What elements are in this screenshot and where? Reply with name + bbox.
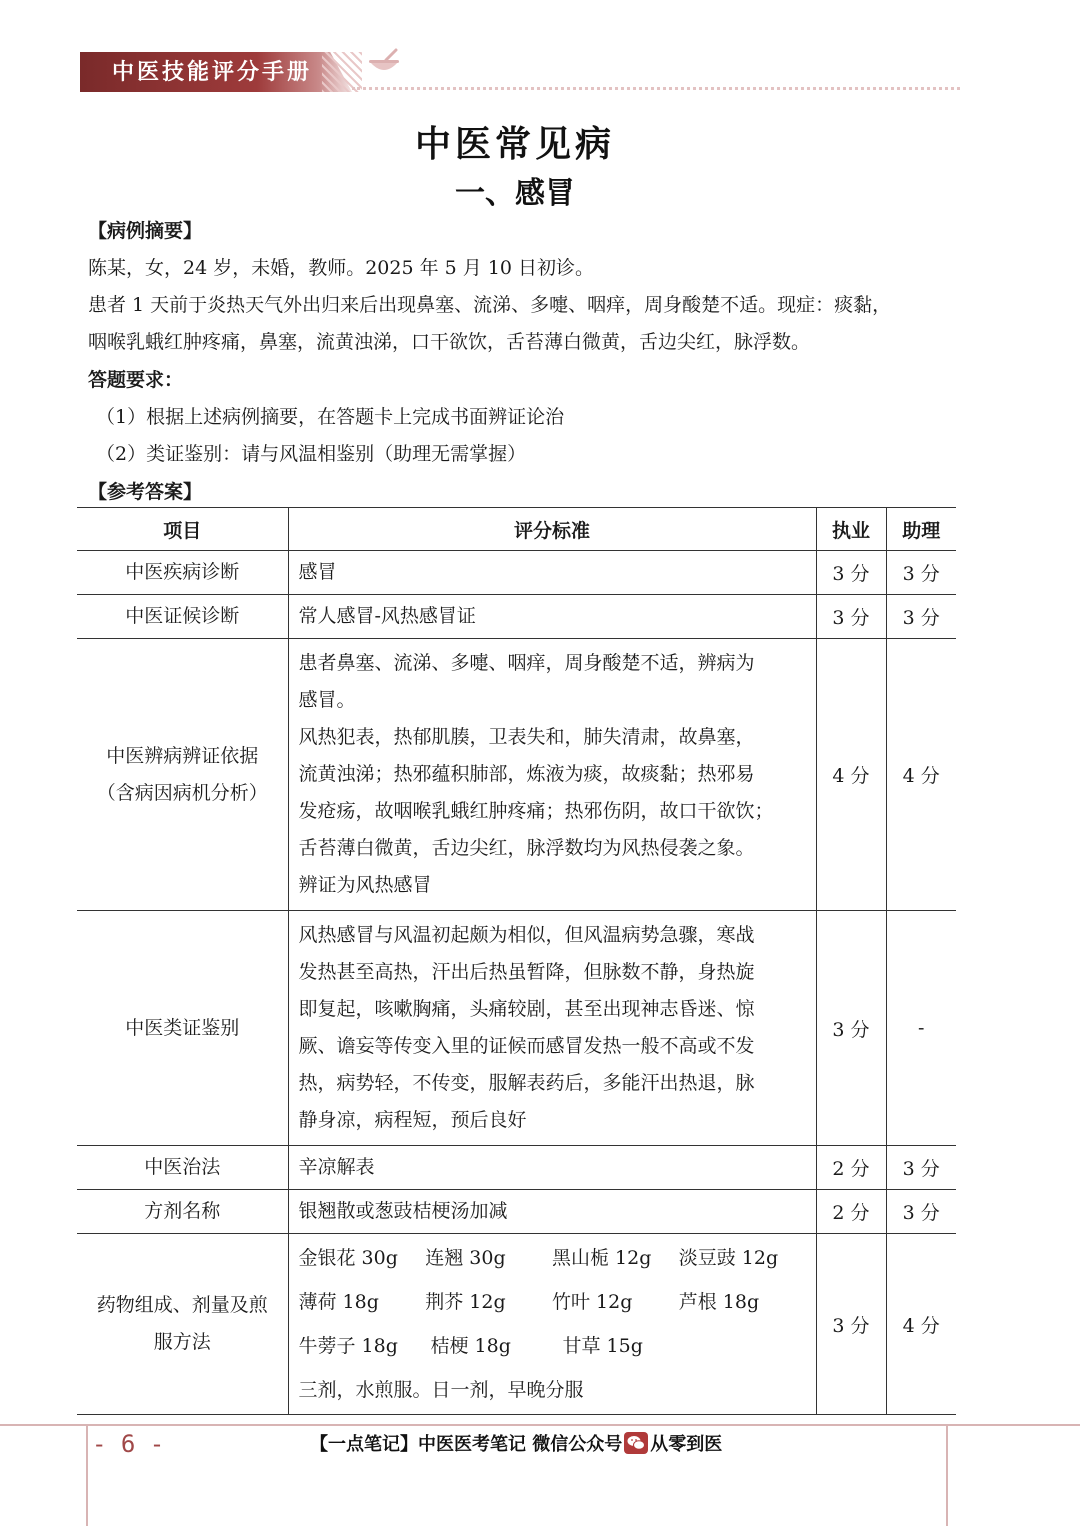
herb-item: 淡豆豉 12g xyxy=(678,1247,779,1269)
criteria-line: 流黄浊涕；热邪蕴积肺部，炼液为痰，故痰黏；热邪易 xyxy=(298,763,755,785)
chapter-title: 一、感冒 xyxy=(455,176,575,211)
row-score-zhuli: 3 分 xyxy=(886,1190,956,1234)
footer-rule xyxy=(0,1424,1080,1426)
row-criteria: 感冒 xyxy=(288,551,816,595)
row-score-zhuli: - xyxy=(886,911,956,1146)
table-row xyxy=(77,911,956,1146)
herb-item: 薄荷 18g xyxy=(298,1291,379,1313)
usage-instructions: 三剂，水煎服。日一剂，早晚分服 xyxy=(298,1379,584,1401)
wechat-icon xyxy=(624,1432,648,1454)
table-header-row xyxy=(77,508,956,551)
page-number: - 6 - xyxy=(92,1430,165,1458)
criteria-line: 热，病势轻，不传变，服解表药后，多能汗出热退，脉 xyxy=(298,1072,755,1094)
header-stripes xyxy=(322,52,362,92)
table-row xyxy=(77,1234,956,1415)
herb-row xyxy=(299,1280,806,1324)
herb-row xyxy=(299,1324,806,1368)
herb-item: 牛蒡子 18g xyxy=(298,1335,398,1357)
row-score-zhiye: 4 分 xyxy=(816,639,886,911)
row-item: 中医疾病诊断 xyxy=(77,551,288,595)
header-dotted-line xyxy=(352,87,960,90)
criteria-line: 风热感冒与风温初起颇为相似，但风温病势急骤，寒战 xyxy=(298,924,755,946)
requirement-2: （2）类证鉴别：请与风温相鉴别（助理无需掌握） xyxy=(96,443,527,465)
row-item: 中医类证鉴别 xyxy=(77,911,288,1146)
row-item: 中医治法 xyxy=(77,1146,288,1190)
criteria-line: 发疮疡，故咽喉乳蛾红肿疼痛；热邪伤阴，故口干欲饮； xyxy=(298,800,774,822)
header-zhuli: 助理 xyxy=(886,508,956,551)
row-score-zhiye: 2 分 xyxy=(816,1190,886,1234)
table-row xyxy=(77,551,956,595)
row-criteria xyxy=(288,1234,816,1415)
scoring-table xyxy=(77,507,956,1415)
row-score-zhiye: 2 分 xyxy=(816,1146,886,1190)
row-score-zhiye: 3 分 xyxy=(816,595,886,639)
criteria-line: 即复起，咳嗽胸痛，头痛较剧，甚至出现神志昏迷、惊 xyxy=(298,998,755,1020)
row-item-line: 中医辨病辨证依据 xyxy=(106,744,259,767)
herb-item: 黑山栀 12g xyxy=(552,1247,652,1269)
requirements-heading: 答题要求： xyxy=(88,369,184,391)
criteria-line: 厥、谵妄等传变入里的证候而感冒发热一般不高或不发 xyxy=(298,1035,755,1057)
row-item-line: （含病因病机分析） xyxy=(96,781,268,804)
row-score-zhuli: 3 分 xyxy=(886,551,956,595)
table-row xyxy=(77,639,956,911)
criteria-line: 感冒。 xyxy=(298,689,356,711)
header-item: 项目 xyxy=(77,508,288,551)
section-title: 中医常见病 xyxy=(414,124,615,165)
row-criteria: 银翘散或葱豉桔梗汤加减 xyxy=(288,1190,816,1234)
header-zhiye: 执业 xyxy=(816,508,886,551)
footer-text xyxy=(310,1430,722,1456)
row-score-zhuli: 4 分 xyxy=(886,639,956,911)
row-item xyxy=(77,639,288,911)
mortar-icon xyxy=(366,48,402,78)
row-score-zhiye: 3 分 xyxy=(816,911,886,1146)
header-title: 中医技能评分手册 xyxy=(112,60,313,85)
criteria-line: 发热甚至高热，汗出后热虽暂降，但脉数不静，身热旋 xyxy=(298,961,755,983)
row-score-zhiye: 3 分 xyxy=(816,1234,886,1415)
case-line-3: 咽喉乳蛾红肿疼痛，鼻塞，流黄浊涕，口干欲饮，舌苔薄白微黄，舌边尖红，脉浮数。 xyxy=(88,331,811,353)
herb-item: 桔梗 18g xyxy=(430,1335,511,1357)
row-criteria xyxy=(288,639,816,911)
row-criteria xyxy=(288,911,816,1146)
row-item xyxy=(77,1234,288,1415)
row-criteria: 辛凉解表 xyxy=(288,1146,816,1190)
footer-right-rule xyxy=(946,1426,948,1526)
table-row xyxy=(77,595,956,639)
criteria-line: 舌苔薄白微黄，舌边尖红，脉浮数均为风热侵袭之象。 xyxy=(298,837,755,859)
requirement-1: （1）根据上述病例摘要，在答题卡上完成书面辨证论治 xyxy=(96,406,565,428)
herb-item: 芦根 18g xyxy=(678,1291,760,1313)
herb-item: 连翘 30g xyxy=(425,1247,506,1269)
footer-text-left: 【一点笔记】中医医考笔记 微信公众号 xyxy=(310,1434,623,1455)
footer-left-rule xyxy=(86,1426,88,1526)
row-item: 方剂名称 xyxy=(77,1190,288,1234)
criteria-line: 静身凉，病程短，预后良好 xyxy=(298,1109,527,1131)
answer-heading: 【参考答案】 xyxy=(88,481,203,503)
footer-text-right: 从零到医 xyxy=(650,1434,723,1455)
row-item: 中医证候诊断 xyxy=(77,595,288,639)
table-row xyxy=(77,1190,956,1234)
case-line-2: 患者 1 天前于炎热天气外出归来后出现鼻塞、流涕、多嚏、咽痒，周身酸楚不适。现症：痰黏， xyxy=(88,294,892,316)
herb-item: 竹叶 12g xyxy=(552,1291,633,1313)
row-score-zhuli: 4 分 xyxy=(886,1234,956,1415)
row-criteria: 常人感冒-风热感冒证 xyxy=(288,595,816,639)
herb-item: 金银花 30g xyxy=(298,1247,398,1269)
header-criteria: 评分标准 xyxy=(288,508,816,551)
row-score-zhiye: 3 分 xyxy=(816,551,886,595)
herb-row xyxy=(299,1236,806,1280)
criteria-line: 患者鼻塞、流涕、多嚏、咽痒，周身酸楚不适，辨病为 xyxy=(298,652,755,674)
criteria-line: 风热犯表，热郁肌腠，卫表失和，肺失清肃，故鼻塞， xyxy=(298,726,755,748)
case-line-1: 陈某，女，24 岁，未婚，教师。2025 年 5 月 10 日初诊。 xyxy=(88,257,595,279)
row-score-zhuli: 3 分 xyxy=(886,595,956,639)
row-item-line: 药物组成、剂量及煎 xyxy=(96,1294,268,1316)
case-summary-heading: 【病例摘要】 xyxy=(88,220,203,242)
table-row xyxy=(77,1146,956,1190)
row-score-zhuli: 3 分 xyxy=(886,1146,956,1190)
herb-item: 荆芥 12g xyxy=(425,1291,506,1313)
row-item-line: 服方法 xyxy=(153,1331,211,1353)
herb-item: 甘草 15g xyxy=(562,1335,643,1357)
criteria-line: 辨证为风热感冒 xyxy=(298,874,432,896)
